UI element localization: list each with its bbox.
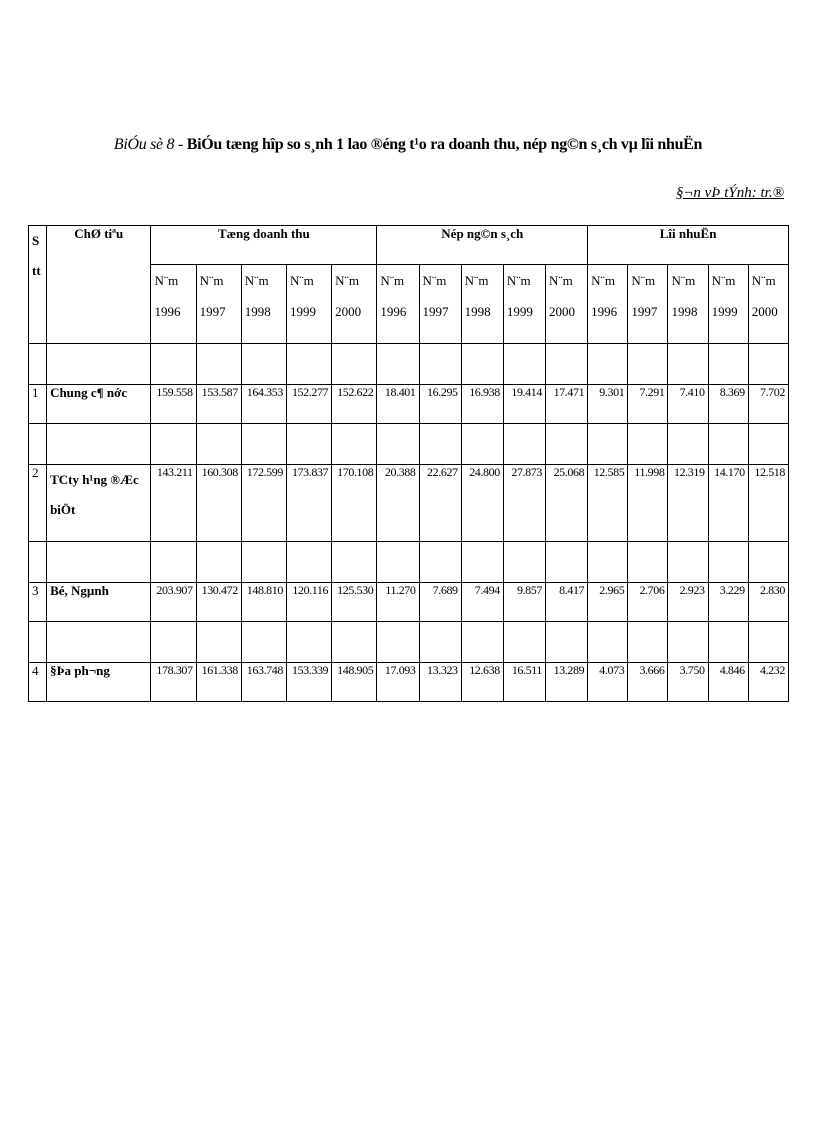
year-header-cell [708,265,748,344]
empty-cell [708,622,748,663]
year-header-cell [545,265,587,344]
value-cell: 8.369 [708,385,748,424]
stt-header: S tt [29,226,47,344]
empty-cell [545,622,587,663]
value-cell: 22.627 [419,465,461,542]
value-cell: 8.417 [545,583,587,622]
value-cell: 178.307 [151,663,196,702]
value-cell: 125.530 [332,583,377,622]
empty-cell [286,344,331,385]
year-prefix: N¨m [244,273,269,288]
value-cell: 3.229 [708,583,748,622]
value-cell: 19.414 [503,385,545,424]
value-cell: 2.923 [668,583,708,622]
empty-cell [545,344,587,385]
value-cell: 16.511 [503,663,545,702]
year-prefix: N¨m [464,273,489,288]
year-value: 1998 [244,304,271,319]
value-cell: 12.518 [748,465,788,542]
empty-cell [461,622,503,663]
value-cell: 11.998 [628,465,668,542]
table-row [29,663,789,702]
empty-cell [286,542,331,583]
year-value: 1997 [199,304,226,319]
year-prefix: N¨m [671,273,696,288]
year-value: 1999 [289,304,316,319]
year-prefix: N¨m [548,273,573,288]
stt-cell: 2 [29,465,47,542]
year-prefix: N¨m [711,273,736,288]
year-prefix: N¨m [199,273,224,288]
value-cell: 3.666 [628,663,668,702]
empty-cell [377,622,419,663]
value-cell: 164.353 [241,385,286,424]
year-header-cell [628,265,668,344]
value-cell: 160.308 [196,465,241,542]
empty-cell [668,542,708,583]
group-header-revenue: Tæng doanh thu [151,226,377,265]
empty-cell [196,542,241,583]
year-header-cell [241,265,286,344]
value-cell: 25.068 [545,465,587,542]
empty-cell [241,424,286,465]
value-cell: 9.857 [503,583,545,622]
empty-cell [668,424,708,465]
year-value: 1996 [591,304,618,319]
empty-cell [461,344,503,385]
empty-cell [503,622,545,663]
indicator-cell: §Þa ph¬ng [47,663,151,702]
indicator-cell: Bé, Ngµnh [47,583,151,622]
empty-cell [29,344,47,385]
value-cell: 12.638 [461,663,503,702]
empty-cell [419,424,461,465]
value-cell: 16.295 [419,385,461,424]
table-row [29,465,789,542]
year-header-cell [196,265,241,344]
year-value: 1999 [506,304,533,319]
empty-cell [151,622,196,663]
year-value: 1998 [671,304,698,319]
value-cell: 148.810 [241,583,286,622]
value-cell: 11.270 [377,583,419,622]
empty-cell [196,622,241,663]
empty-cell [286,622,331,663]
value-cell: 2.706 [628,583,668,622]
empty-cell [461,424,503,465]
empty-cell [668,622,708,663]
empty-cell [461,542,503,583]
value-cell: 12.319 [668,465,708,542]
value-cell: 120.116 [286,583,331,622]
empty-cell [332,424,377,465]
empty-cell [196,344,241,385]
empty-cell [748,344,788,385]
empty-cell [748,542,788,583]
year-header-cell [151,265,196,344]
empty-cell [286,424,331,465]
value-cell: 7.702 [748,385,788,424]
value-cell: 7.689 [419,583,461,622]
table-row [29,583,789,622]
value-cell: 203.907 [151,583,196,622]
year-prefix: N¨m [591,273,616,288]
header-row-groups [29,226,789,265]
year-value: 2000 [548,304,575,319]
value-cell: 18.401 [377,385,419,424]
year-header-cell [377,265,419,344]
empty-cell [748,424,788,465]
empty-cell [29,424,47,465]
year-header-cell [419,265,461,344]
empty-cell [29,622,47,663]
value-cell: 4.073 [588,663,628,702]
year-header-cell [461,265,503,344]
year-value: 1997 [422,304,449,319]
year-value: 1998 [464,304,491,319]
value-cell: 3.750 [668,663,708,702]
year-value: 2000 [751,304,778,319]
empty-cell [628,344,668,385]
year-prefix: N¨m [506,273,531,288]
table-row [29,385,789,424]
value-cell: 7.494 [461,583,503,622]
empty-cell [588,542,628,583]
value-cell: 153.587 [196,385,241,424]
spacer-row [29,542,789,583]
empty-cell [47,622,151,663]
value-cell: 27.873 [503,465,545,542]
stt-cell: 1 [29,385,47,424]
empty-cell [708,424,748,465]
year-value: 1999 [711,304,738,319]
value-cell: 12.585 [588,465,628,542]
year-header-cell [286,265,331,344]
value-cell: 172.599 [241,465,286,542]
empty-cell [588,622,628,663]
indicator-cell: TCty h¹ng ®Æc biÖt [47,465,151,542]
year-prefix: N¨m [631,273,656,288]
value-cell: 17.093 [377,663,419,702]
empty-cell [748,622,788,663]
comparison-table [28,225,789,702]
year-prefix: N¨m [751,273,776,288]
empty-cell [377,424,419,465]
empty-cell [545,424,587,465]
spacer-row [29,424,789,465]
value-cell: 153.339 [286,663,331,702]
empty-cell [503,424,545,465]
empty-cell [241,542,286,583]
value-cell: 20.388 [377,465,419,542]
year-header-cell [588,265,628,344]
empty-cell [588,424,628,465]
year-header-cell [668,265,708,344]
empty-cell [628,622,668,663]
value-cell: 148.905 [332,663,377,702]
value-cell: 152.277 [286,385,331,424]
empty-cell [419,622,461,663]
empty-cell [47,424,151,465]
value-cell: 152.622 [332,385,377,424]
value-cell: 16.938 [461,385,503,424]
year-header-cell [748,265,788,344]
empty-cell [151,344,196,385]
group-header-profit: Lîi nhuËn [588,226,789,265]
empty-cell [708,344,748,385]
value-cell: 143.211 [151,465,196,542]
empty-cell [332,622,377,663]
empty-cell [196,424,241,465]
empty-cell [241,622,286,663]
empty-cell [377,542,419,583]
year-value: 2000 [335,304,362,319]
title-lead: BiÓu sè 8 - [113,136,183,153]
empty-cell [151,542,196,583]
empty-cell [29,542,47,583]
indicator-header: ChØ tiªu [47,226,151,344]
empty-cell [47,344,151,385]
value-cell: 24.800 [461,465,503,542]
empty-cell [241,344,286,385]
document-title [0,136,816,154]
value-cell: 2.830 [748,583,788,622]
empty-cell [708,542,748,583]
value-cell: 163.748 [241,663,286,702]
year-prefix: N¨m [289,273,314,288]
empty-cell [628,424,668,465]
year-prefix: N¨m [380,273,405,288]
empty-cell [332,542,377,583]
empty-cell [47,542,151,583]
value-cell: 13.323 [419,663,461,702]
stt-cell: 3 [29,583,47,622]
empty-cell [151,424,196,465]
year-prefix: N¨m [154,273,179,288]
value-cell: 7.410 [668,385,708,424]
value-cell: 130.472 [196,583,241,622]
spacer-row [29,622,789,663]
value-cell: 170.108 [332,465,377,542]
value-cell: 14.170 [708,465,748,542]
spacer-row [29,344,789,385]
empty-cell [419,344,461,385]
value-cell: 173.837 [286,465,331,542]
year-value: 1996 [154,304,181,319]
empty-cell [503,344,545,385]
year-header-cell [503,265,545,344]
year-prefix: N¨m [422,273,447,288]
title-main: BiÓu tæng hîp so s¸nh 1 lao ®éng t¹o ra doanh thu, nép ng©n s¸ch vµ lîi nhuËn [186,136,703,153]
value-cell: 17.471 [545,385,587,424]
year-value: 1997 [631,304,658,319]
value-cell: 159.558 [151,385,196,424]
value-cell: 13.289 [545,663,587,702]
value-cell: 4.232 [748,663,788,702]
empty-cell [545,542,587,583]
group-header-budget: Nép ng©n s¸ch [377,226,588,265]
empty-cell [588,344,628,385]
year-value: 1996 [380,304,407,319]
year-header-cell [332,265,377,344]
empty-cell [332,344,377,385]
empty-cell [503,542,545,583]
empty-cell [668,344,708,385]
value-cell: 7.291 [628,385,668,424]
empty-cell [377,344,419,385]
value-cell: 4.846 [708,663,748,702]
indicator-cell: Chung c¶ nớc [47,385,151,424]
value-cell: 161.338 [196,663,241,702]
value-cell: 2.965 [588,583,628,622]
unit-label: §¬n vÞ tÝnh: tr.® [675,185,784,201]
empty-cell [628,542,668,583]
year-prefix: N¨m [335,273,359,288]
empty-cell [419,542,461,583]
value-cell: 9.301 [588,385,628,424]
stt-cell: 4 [29,663,47,702]
